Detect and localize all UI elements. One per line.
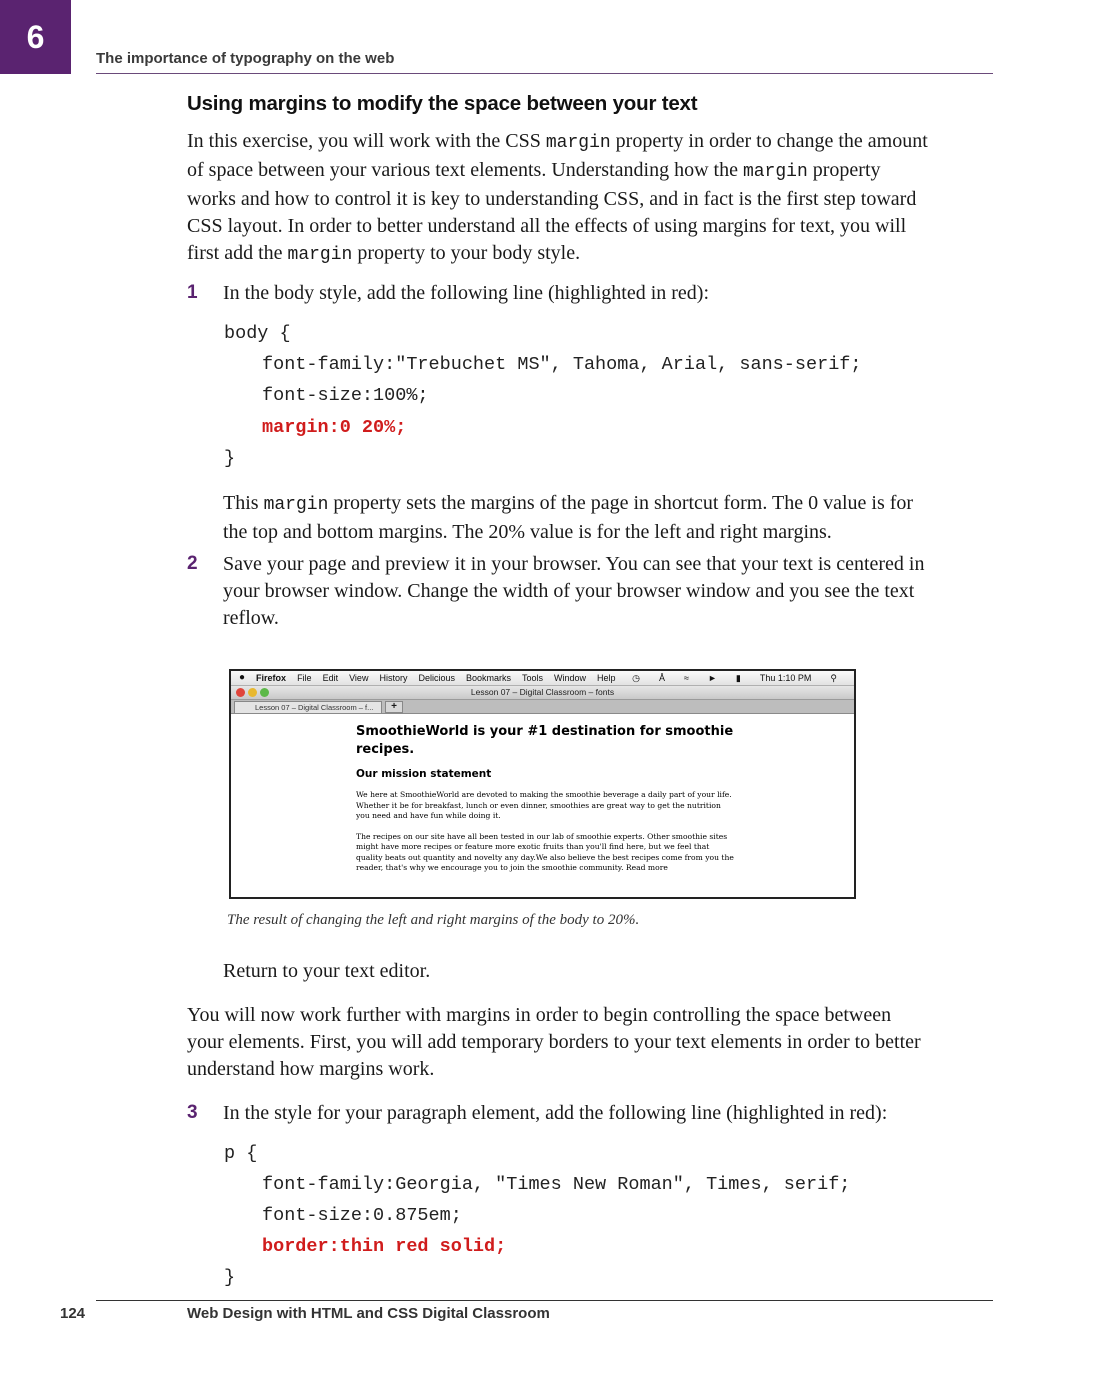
figure-caption: The result of changing the left and right margins of the body to 20%. <box>227 912 640 928</box>
webpage-paragraph: We here at SmoothieWorld are devoted to making the smoothie beverage a daily part of your life. Whether it be for breakfast, lunch or even dinner, smoothies are great way to get the nutrition you need and have fun while doing it. <box>356 790 732 820</box>
webpage-heading: SmoothieWorld is your #1 destination for smoothie recipes. <box>356 724 734 757</box>
volume-icon: ► <box>708 673 717 683</box>
window-title: Lesson 07 – Digital Classroom – fonts <box>470 687 615 697</box>
webpage-content <box>356 723 736 874</box>
code-line: p { <box>224 1143 258 1164</box>
webpage-paragraph: The recipes on our site have all been tested in our lab of smoothie experts. Other smoothie sites might have more recipes or feature more exotic fruits than you'll find here, but we feel that quality beats out quantity and novelty any day.We also believe the best recipes come from you the reader, that's why we encourage you to join the smoothie community. Read more <box>356 831 734 872</box>
menu-item: Help <box>597 673 616 683</box>
tab-bar <box>231 700 854 714</box>
menu-item: Edit <box>322 673 339 683</box>
window-titlebar <box>231 686 854 700</box>
header-rule <box>96 73 993 74</box>
section-title: Using margins to modify the space between your text <box>187 92 698 115</box>
menu-item: Bookmarks <box>465 673 511 683</box>
running-head: The importance of typography on the web <box>96 50 395 67</box>
footer-book-title: Web Design with HTML and CSS Digital Classroom <box>187 1305 550 1322</box>
menu-item: File <box>297 673 312 683</box>
menu-item: Window <box>554 673 587 683</box>
clock: Thu 1:10 PM <box>759 673 812 683</box>
code-line: } <box>224 1267 236 1288</box>
browser-screenshot-figure <box>229 669 856 899</box>
new-tab-button: + <box>385 701 403 713</box>
chapter-number-tab: 6 <box>0 0 71 74</box>
step-number: 1 <box>187 282 198 303</box>
intro-paragraph: In this exercise, you will work with the CSS margin property in order to change the amount of space between your various text elements. Understanding how the margin property works and how to control it is key to understanding CSS, and in fact is the first step toward CSS layout. In order to better understand all the effects of using margins for text, you will first add the margin property to your body style. <box>187 130 928 265</box>
step-note: This margin property sets the margins of the page in shortcut form. The 0 value is for the top and bottom margins. The 20% value is for the left and right margins. <box>223 492 914 543</box>
inline-code: margin <box>287 245 353 265</box>
battery-icon: ▮ <box>735 673 741 683</box>
time-machine-icon: ◷ <box>632 673 641 683</box>
wifi-icon: ≈ <box>684 673 689 683</box>
minimize-icon <box>248 688 257 697</box>
step-number: 2 <box>187 553 198 574</box>
body-paragraph: You will now work further with margins in order to begin controlling the space between your elements. First, you will add temporary borders to your text elements in order to better understand how margins work. <box>187 1004 921 1080</box>
code-line: font-family:Georgia, "Times New Roman", Times, serif; <box>262 1174 851 1195</box>
code-line: font-size:100%; <box>262 385 429 406</box>
code-line: font-size:0.875em; <box>262 1205 462 1226</box>
webpage-subheading: Our mission statement <box>356 768 492 780</box>
menu-item: Tools <box>522 673 544 683</box>
code-line: font-family:"Trebuchet MS", Tahoma, Arial, sans-serif; <box>262 354 862 375</box>
menu-item: View <box>349 673 369 683</box>
zoom-icon <box>260 688 269 697</box>
browser-tab: Lesson 07 – Digital Classroom – f... <box>234 701 382 713</box>
bluetooth-icon: Å <box>659 673 666 683</box>
return-text: Return to your text editor. <box>223 960 431 982</box>
menu-item: History <box>379 673 408 683</box>
apple-icon: ● <box>239 672 246 683</box>
mac-menubar <box>231 671 854 686</box>
spotlight-icon: ⚲ <box>830 673 837 683</box>
footer-rule <box>96 1300 993 1301</box>
step-number: 3 <box>187 1102 198 1123</box>
menu-item: Delicious <box>418 673 455 683</box>
step-text: In the body style, add the following line (highlighted in red): <box>223 282 710 304</box>
inline-code: margin <box>742 162 808 182</box>
inline-code: margin <box>263 495 329 515</box>
inline-code: margin <box>545 133 611 153</box>
code-line: body { <box>224 323 291 344</box>
step-text: Save your page and preview it in your browser. You can see that your text is centered in your browser window. Change the width of your browser window and you see the text reflow. <box>223 553 925 629</box>
code-line-highlighted: margin:0 20%; <box>262 417 407 438</box>
code-line: } <box>224 448 236 469</box>
step-text: In the style for your paragraph element, add the following line (highlighted in red): <box>223 1102 888 1124</box>
code-line-highlighted: border:thin red solid; <box>262 1236 507 1257</box>
menu-item: Firefox <box>256 673 287 683</box>
close-icon <box>236 688 245 697</box>
page-number: 124 <box>60 1305 86 1322</box>
